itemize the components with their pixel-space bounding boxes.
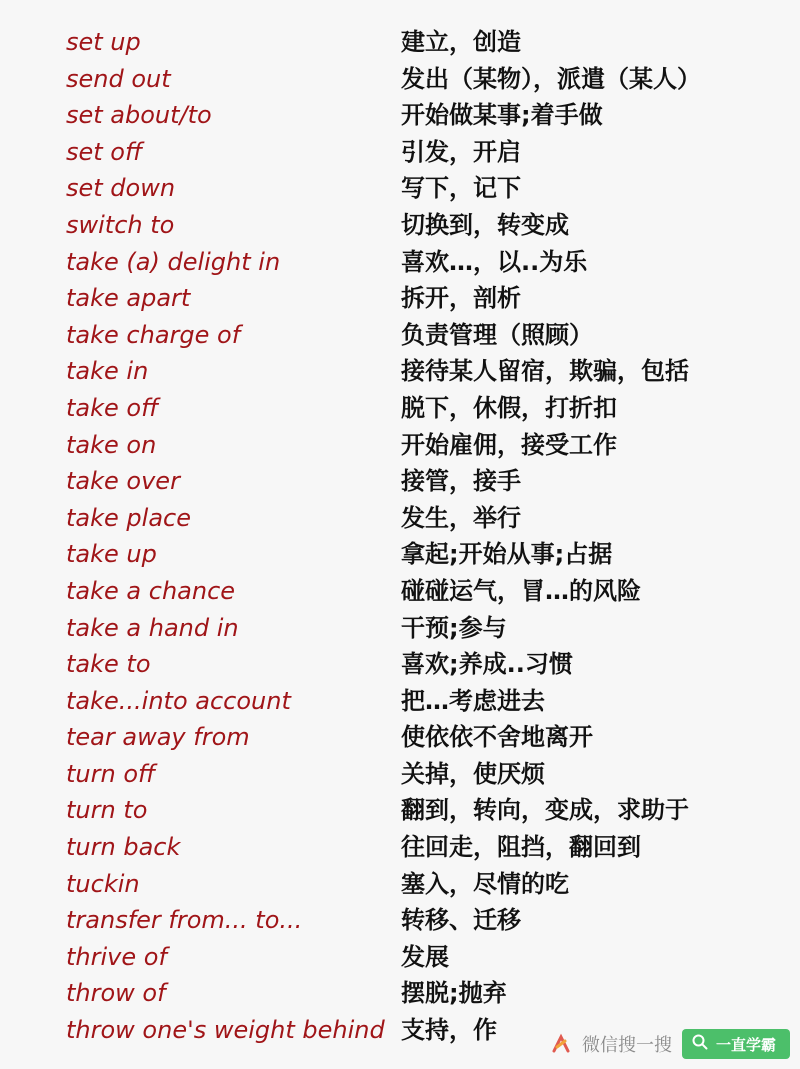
meaning-text: 建立，创造 (401, 28, 521, 56)
meaning-text: 干预;参与 (401, 613, 507, 642)
entry-row (0, 975, 800, 1012)
entry-row (0, 97, 800, 134)
entry-row (0, 792, 800, 829)
entry-row (0, 866, 800, 903)
phrase-text: set off (66, 137, 143, 166)
phrase-text: take place (66, 503, 191, 532)
meaning-text: 关掉，使厌烦 (401, 759, 545, 788)
entry-row (0, 61, 800, 98)
meaning-text: 负责管理（照顾） (401, 320, 593, 349)
meaning-text: 开始做某事;着手做 (401, 101, 603, 130)
phrase-text: tear away from (66, 723, 250, 752)
phrase-text: turn to (66, 796, 148, 825)
entry-row (0, 463, 800, 500)
phrase-text: set about/to (66, 101, 212, 130)
entry-row (0, 353, 800, 390)
phrase-text: take off (66, 393, 159, 422)
phrase-list (0, 24, 800, 1049)
phrase-text: throw one's weight behind (66, 1016, 385, 1045)
phrase-text: set up (66, 28, 141, 56)
phrase-text: send out (66, 64, 171, 93)
phrase-text: turn back (66, 833, 181, 862)
entry-row (0, 646, 800, 683)
phrase-text: turn off (66, 759, 156, 788)
phrase-text: take to (66, 650, 151, 679)
wechat-search-logo-icon (550, 1033, 572, 1055)
entry-row (0, 939, 800, 976)
phrase-text: take a hand in (66, 613, 239, 642)
phrase-text: take on (66, 430, 157, 459)
meaning-text: 开始雇佣，接受工作 (401, 430, 617, 459)
entry-row (0, 902, 800, 939)
meaning-text: 发生，举行 (401, 503, 521, 532)
meaning-text: 喜欢…，以..为乐 (401, 247, 588, 276)
phrase-text: take in (66, 357, 149, 386)
entry-row (0, 170, 800, 207)
meaning-text: 发出（某物），派遣（某人） (401, 64, 701, 93)
entry-row (0, 829, 800, 866)
entry-row (0, 317, 800, 354)
meaning-text: 把…考虑进去 (401, 686, 545, 715)
entry-row (0, 390, 800, 427)
meaning-text: 使依依不舍地离开 (401, 723, 593, 752)
meaning-text: 引发，开启 (401, 137, 521, 166)
phrase-text: take charge of (66, 320, 241, 349)
meaning-text: 喜欢;养成..习惯 (401, 650, 573, 679)
watermark-text: 微信搜一搜 (581, 1035, 672, 1056)
entry-row (0, 134, 800, 171)
wechat-search-watermark (550, 1029, 790, 1059)
phrase-text: tuckin (66, 869, 140, 898)
meaning-text: 写下，记下 (401, 174, 521, 203)
phrase-text: take over (66, 467, 180, 496)
entry-row (0, 536, 800, 573)
phrase-text: switch to (66, 210, 175, 239)
phrase-text: thrive of (66, 942, 167, 971)
phrase-text: set down (66, 174, 176, 203)
meaning-text: 接管，接手 (401, 467, 521, 496)
phrase-text: take...into account (66, 686, 291, 715)
meaning-text: 翻到，转向，变成，求助于 (401, 796, 689, 825)
meaning-text: 拆开，剖析 (401, 284, 521, 313)
entry-row (0, 280, 800, 317)
meaning-text: 转移、迁移 (401, 906, 521, 935)
phrase-text: transfer from... to... (66, 906, 303, 935)
phrase-text: take up (66, 540, 157, 569)
meaning-text: 发展 (401, 942, 449, 971)
meaning-text: 脱下，休假，打折扣 (401, 393, 617, 422)
entry-row (0, 24, 800, 61)
entry-row (0, 207, 800, 244)
phrase-text: take apart (66, 284, 191, 313)
meaning-text: 切换到，转变成 (401, 210, 569, 239)
meaning-text: 摆脱;抛弃 (401, 979, 507, 1008)
meaning-text: 往回走，阻挡，翻回到 (401, 833, 641, 862)
entry-row (0, 244, 800, 281)
entry-row (0, 756, 800, 793)
meaning-text: 碰碰运气，冒…的风险 (401, 576, 641, 605)
entry-row (0, 427, 800, 464)
meaning-text: 支持，作 (401, 1016, 497, 1045)
phrase-text: take (a) delight in (66, 247, 281, 276)
meaning-text: 拿起;开始从事;占据 (401, 540, 613, 569)
entry-row (0, 573, 800, 610)
phrase-text: take a chance (66, 576, 236, 605)
entry-row (0, 500, 800, 537)
entry-row (0, 719, 800, 756)
meaning-text: 接待某人留宿，欺骗，包括 (401, 357, 689, 386)
meaning-text: 塞入，尽情的吃 (401, 869, 569, 898)
search-badge[interactable] (682, 1029, 790, 1059)
entry-row (0, 610, 800, 647)
search-icon (692, 1034, 708, 1054)
entry-row (0, 683, 800, 720)
phrase-text: throw of (66, 979, 166, 1008)
search-badge-label: 一直学霸 (715, 1035, 776, 1054)
